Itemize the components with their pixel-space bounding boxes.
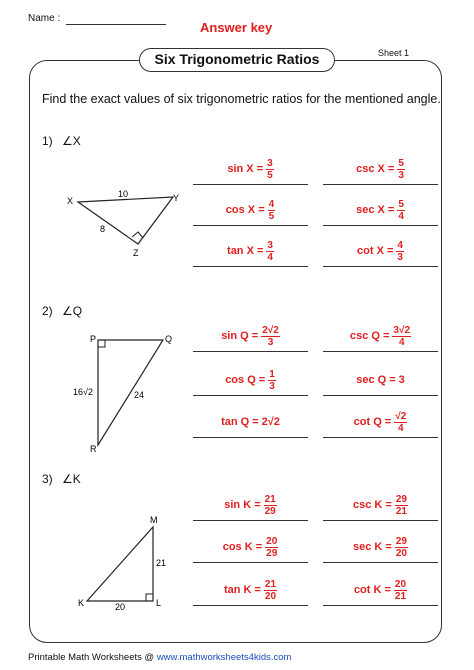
fraction-numerator: 4: [268, 198, 275, 210]
answer-line: [323, 225, 438, 226]
side-ml-label: 21: [156, 558, 167, 568]
answer-line: [323, 605, 438, 606]
problem-1-triangle: [60, 185, 190, 260]
vertex-x-label: X: [67, 196, 74, 206]
fraction-numerator: 29: [395, 493, 407, 505]
vertex-p-label: P: [90, 334, 97, 344]
answer-2-2: [323, 322, 438, 350]
answer-line: [193, 351, 308, 352]
answer-label: cot Q =: [353, 416, 392, 428]
fraction-numerator: 3: [267, 239, 273, 251]
answer-label: sin Q =: [221, 330, 259, 342]
answer-1-1: [193, 155, 308, 183]
worksheet-title: Six Trigonometric Ratios: [139, 48, 335, 72]
footer-prefix: Printable Math Worksheets @: [28, 652, 157, 663]
answer-label: cot K =: [353, 584, 391, 596]
fraction-numerator: 20: [266, 535, 278, 547]
answer-fraction: [395, 494, 408, 517]
fraction-denominator: 4: [267, 251, 273, 263]
fraction-denominator: 4: [398, 336, 405, 348]
answer-key-label: Answer key: [200, 20, 273, 35]
answer-line: [323, 562, 438, 563]
answer-2-3: [193, 366, 308, 394]
answer-2-1: [193, 322, 308, 350]
fraction-numerator: 2√2: [262, 324, 279, 336]
answer-fraction: [394, 579, 407, 602]
answer-label: cos K =: [222, 541, 263, 553]
fraction-numerator: √2: [395, 410, 407, 422]
answer-label: sec K =: [353, 541, 392, 553]
fraction-denominator: 4: [398, 422, 404, 434]
problem-2-angle: ∠Q: [62, 304, 83, 318]
fraction-denominator: 4: [398, 210, 404, 222]
fraction-numerator: 3: [267, 157, 273, 169]
answer-fraction: [397, 199, 405, 222]
fraction-numerator: 5: [398, 198, 404, 210]
name-line: [66, 24, 166, 25]
side-xy-label: 10: [118, 189, 129, 199]
vertex-k-label: K: [78, 598, 85, 608]
answer-line: [193, 225, 308, 226]
answer-fraction: [397, 158, 405, 181]
answer-label: tan K =: [223, 584, 261, 596]
answer-fraction: [396, 240, 404, 263]
answer-2-6: [323, 408, 438, 436]
answer-fraction: [268, 199, 276, 222]
answer-line: [323, 520, 438, 521]
problem-2-number: 2): [42, 304, 53, 318]
answer-label: csc K =: [353, 499, 392, 511]
vertex-r-label: R: [90, 444, 97, 454]
vertex-m-label: M: [150, 515, 158, 525]
fraction-numerator: 20: [394, 578, 407, 590]
answer-line: [193, 184, 308, 185]
fraction-denominator: 5: [267, 169, 273, 181]
problem-3-number: 3): [42, 472, 53, 486]
problem-1-angle: ∠X: [62, 134, 81, 148]
side-qr-label: 24: [134, 390, 145, 400]
answer-fraction: [394, 411, 407, 434]
vertex-l-label: L: [156, 598, 162, 608]
fraction-numerator: 3√2: [393, 324, 411, 336]
answer-value: 2√2: [261, 416, 280, 428]
answer-label: csc X =: [356, 163, 395, 175]
fraction-numerator: 29: [395, 535, 407, 547]
fraction-denominator: 3: [398, 169, 404, 181]
fraction-denominator: 21: [394, 590, 407, 602]
answer-3-5: [193, 576, 308, 604]
problem-3-triangle: [75, 513, 175, 613]
fraction-numerator: 21: [264, 493, 276, 505]
answer-fraction: [266, 240, 274, 263]
answer-line: [323, 351, 438, 352]
fraction-numerator: 5: [398, 157, 404, 169]
answer-label: sin X =: [227, 163, 264, 175]
answer-2-4: [323, 366, 438, 394]
fraction-denominator: 5: [268, 210, 275, 222]
answer-fraction: [261, 325, 280, 348]
answer-label: cos Q =: [225, 374, 266, 386]
name-label: Name :: [28, 13, 61, 24]
answer-3-1: [193, 491, 308, 519]
answer-fraction: [264, 494, 277, 517]
answer-1-2: [323, 155, 438, 183]
answer-label: sec Q =: [356, 374, 396, 386]
vertex-z-label: Z: [133, 248, 139, 258]
answer-label: tan X =: [227, 245, 264, 257]
answer-line: [323, 437, 438, 438]
answer-line: [193, 562, 308, 563]
answer-label: csc Q =: [349, 330, 390, 342]
problem-3-angle: ∠K: [62, 472, 81, 486]
answer-label: sec X =: [356, 204, 395, 216]
sheet-label: Sheet 1: [378, 48, 410, 58]
fraction-numerator: 21: [264, 578, 277, 590]
fraction-denominator: 3: [267, 336, 274, 348]
answer-line: [193, 520, 308, 521]
fraction-denominator: 21: [395, 505, 407, 517]
answer-line: [193, 395, 308, 396]
answer-1-4: [323, 196, 438, 224]
side-pr-label: 16√2: [73, 387, 93, 397]
answer-2-5: [193, 408, 308, 436]
side-xz-label: 8: [100, 224, 106, 234]
answer-fraction: [265, 536, 278, 559]
answer-3-3: [193, 533, 308, 561]
answer-1-6: [323, 237, 438, 265]
answer-line: [193, 605, 308, 606]
answer-label: sin K =: [224, 499, 261, 511]
vertex-y-label: Y: [173, 193, 180, 203]
answer-label: cos X =: [225, 204, 265, 216]
fraction-denominator: 20: [395, 547, 407, 559]
answer-3-4: [323, 533, 438, 561]
problem-1-number: 1): [42, 134, 53, 148]
answer-3-6: [323, 576, 438, 604]
answer-1-3: [193, 196, 308, 224]
answer-line: [323, 184, 438, 185]
answer-fraction: [392, 325, 411, 348]
answer-line: [323, 266, 438, 267]
fraction-denominator: 3: [397, 251, 403, 263]
fraction-denominator: 3: [269, 380, 275, 392]
footer-site-link[interactable]: www.mathworksheets4kids.com: [156, 652, 292, 663]
problem-2-triangle: [68, 330, 188, 455]
answer-fraction: [264, 579, 277, 602]
vertex-q-label: Q: [165, 334, 173, 344]
footer: [28, 652, 291, 663]
answer-fraction: [268, 369, 276, 392]
answer-line: [323, 395, 438, 396]
instructions: Find the exact values of six trigonometric ratios for the mentioned angle.: [42, 92, 441, 106]
fraction-numerator: 4: [397, 239, 403, 251]
answer-label: cot X =: [357, 245, 394, 257]
answer-label: tan Q =: [221, 416, 259, 428]
answer-fraction: [266, 158, 274, 181]
answer-line: [193, 437, 308, 438]
answer-1-5: [193, 237, 308, 265]
fraction-denominator: 29: [264, 505, 276, 517]
fraction-denominator: 29: [266, 547, 278, 559]
answer-fraction: [395, 536, 408, 559]
answer-value: 3: [398, 374, 405, 386]
answer-line: [193, 266, 308, 267]
fraction-denominator: 20: [264, 590, 277, 602]
answer-3-2: [323, 491, 438, 519]
side-kl-label: 20: [115, 602, 126, 612]
fraction-numerator: 1: [269, 368, 275, 380]
